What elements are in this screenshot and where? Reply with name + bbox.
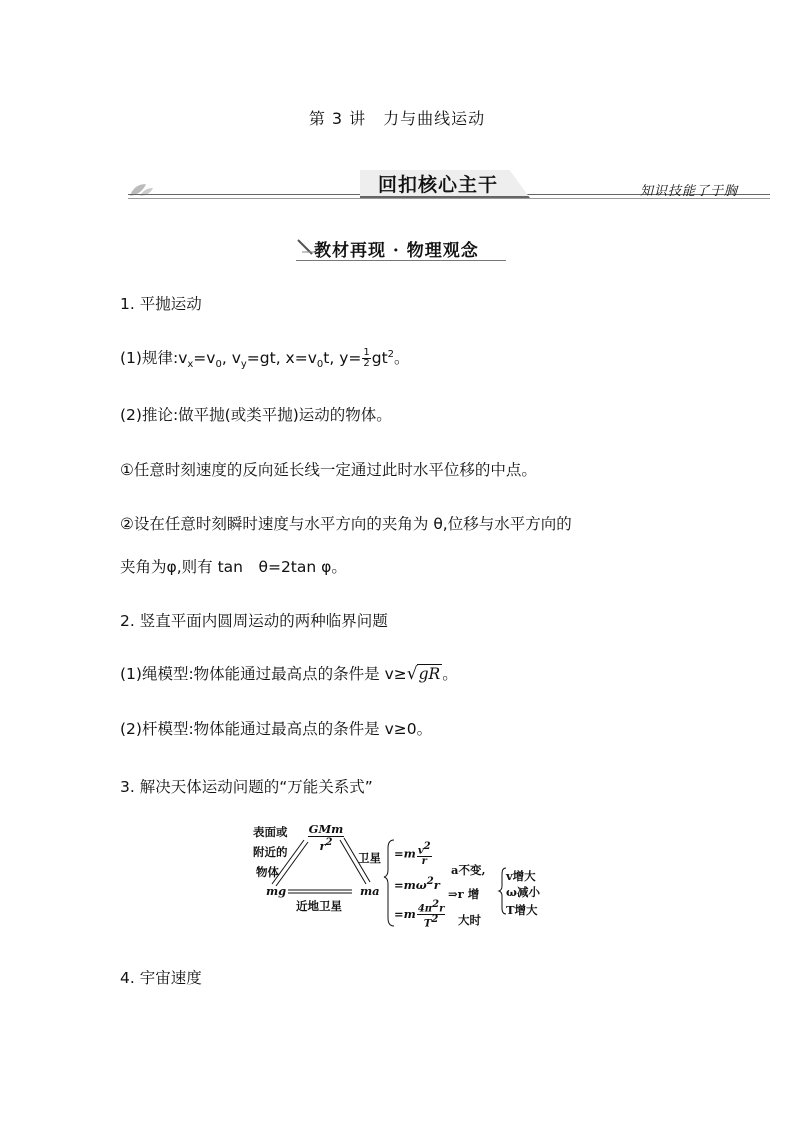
diagram-result-v: v增大: [506, 869, 536, 883]
s1-point-1: ①任意时刻速度的反向延长线一定通过此时水平位移的中点。: [120, 461, 537, 479]
pen-icon: [296, 236, 316, 258]
s1-point-2: ②设在任意时刻瞬时速度与水平方向的夹角为 θ,位移与水平方向的: [120, 515, 572, 533]
section-3-heading: 3. 解决天体运动问题的“万能关系式”: [120, 778, 373, 796]
gravitation-diagram: [248, 820, 548, 935]
diagram-big-time: 大时: [458, 913, 481, 927]
diagram-result-omega: ω减小: [506, 885, 540, 899]
diagram-mg: mg: [266, 884, 287, 898]
section-2-heading: 2. 竖直平面内圆周运动的两种临界问题: [120, 612, 388, 630]
s1-rule-line: (1)规律$:v_x=v_0$, $v_y=gt$, $x=v_0t$, y= $\frac{1}{2}$ $gt^2$。: [120, 347, 410, 371]
subheading-underline: [296, 260, 506, 261]
diagram-eq2: $=m\omega^2r$: [394, 876, 440, 892]
s1-inference: (2)推论:做平抛(或类平抛)运动的物体。: [120, 406, 392, 424]
diagram-top-fraction: GMm $r^2$: [308, 822, 344, 853]
diagram-left-label-3: 物体: [256, 865, 279, 879]
page-title: 第 3 讲 力与曲线运动: [308, 109, 486, 128]
s2-rope-model: (1)绳模型:物体能通过最高点的条件是 v≥√gR 。: [120, 664, 458, 684]
diagram-satellite: 卫星: [358, 851, 381, 865]
diagram-ma: ma: [360, 884, 380, 898]
diagram-left-label-2: 附近的: [253, 845, 288, 859]
diagram-result-T: T增大: [506, 903, 538, 917]
diagram-a-const: a不变,: [451, 863, 486, 877]
diagram-eq1: =m $\frac{v^2}{r}$: [394, 841, 431, 868]
diagram-eq3: =m $\frac{4\pi^2r}{T^2}$: [394, 899, 445, 930]
s1-point-2-cont: 夹角为φ,则有 tan θ=2tan φ。: [120, 558, 347, 576]
diagram-left-label-1: 表面或: [253, 825, 288, 839]
section-1-heading: 1. 平抛运动: [120, 295, 202, 313]
diagram-bottom-label: 近地卫星: [296, 899, 342, 913]
leaf-icon: [126, 180, 156, 200]
s2-rod-model: (2)杆模型:物体能通过最高点的条件是 v≥0。: [120, 720, 433, 738]
fraction-half: $\frac{1}{2}$: [363, 347, 370, 369]
banner-right-text: 知识技能了于胸: [640, 184, 739, 199]
section-subheading: 教材再现 · 物理观念: [314, 241, 479, 261]
diagram-r-increase: ⇒r 增: [448, 887, 480, 901]
banner-main-text: 回扣核心主干: [378, 174, 499, 196]
section-4-heading: 4. 宇宙速度: [120, 969, 202, 987]
